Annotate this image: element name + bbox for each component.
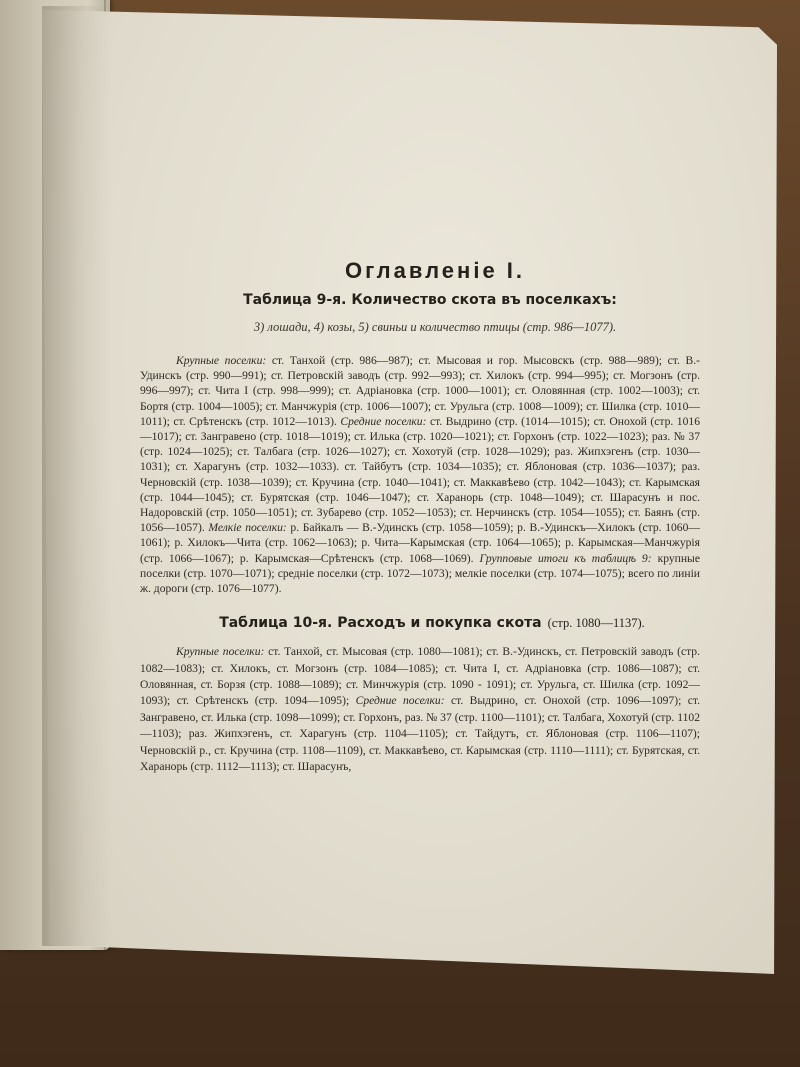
table9-text-small: р. Байкалъ — В.-Удинскъ (стр. 1058—1059); р. В.-Удинскъ—Хилокъ (стр. 1060—1061); р. Хилокъ—Чита (стр. 1062—1063); р. Чита—Карымская (стр. 1064—1065); р. Карымская—Манчжурія (стр. 1066—1067); р. Карымская—Срѣтенскъ (стр. 1068—1069). <box>140 521 700 565</box>
table9-label-small: Мелкіе поселки: <box>208 521 287 535</box>
table9-text-medium: ст. Выдрино (стр. (1014—1015); ст. Онохой (стр. 1016—1017); ст. Зангравено (стр. 1018—1019); ст. Илька (стр. 1020—1021); ст. Горхонъ (стр. 1022—1023); раз. № 37 (стр. 1024—1025); ст. Талбага (стр. 1026—1027); ст. Хохотуй (стр. 1028—1029); раз. Жипхэгенъ (стр. 1030—1031); ст. Харагунъ (стр. 1032—1033). ст. Тайбутъ (стр. 1034—1035); ст. Яблоновая (стр. 1036—1037); раз. Черновскій (стр. 1038—1039); ст. Кручина (стр. 1040—1041); ст. Маккавѣево (стр. 1042—1043); ст. Карымская (стр. 1044—1045); ст. Бурятская (стр. 1046—1047); ст. Харанорь (стр. 1048—1049); ст. Шарасунъ и пос. Надоровскій (стр. 1050—1051); ст. Зубарево (стр. 1052—1053); ст. Нерчинскъ (стр. 1054—1055); ст. Баянъ (стр. 1056—1057). <box>140 414 700 535</box>
page-heading: Оглавленіе I. <box>344 258 526 283</box>
table10-label-medium: Средние поселки: <box>355 694 445 708</box>
table-of-contents <box>140 258 700 776</box>
table9-subtitle: 3) лошади, 4) козы, 5) свиньи и количество птицы (стр. 986—1077). <box>253 320 617 334</box>
table9-text-large: ст. Танхой (стр. 986—987); ст. Мысовая и гор. Мысовскъ (стр. 988—989); ст. В.-Удинскъ (стр. 990—991); ст. Петровскій заводъ (стр. 992—993); ст. Хилокъ (стр. 994—995); ст. Могзонъ (стр. 996—997); ст. Чита I (стр. 998—999); ст. Адріановка (стр. 1000—1001); ст. Оловянная (стр. 1002—1003); ст. Бортя (стр. 1004—1005); ст. Манчжурія (стр. 1006—1007); ст. Урульга (стр. 1008—1009); ст. Шилка (стр. 1010—1011); ст. Срѣтенскъ (стр. 1012—1013). <box>140 354 700 428</box>
table9-label-totals: Групповые итоги къ таблицѣ 9: <box>479 551 652 565</box>
table10-pages: (стр. 1080—1137). <box>547 616 645 631</box>
table9-title: Таблица 9-я. Количество скота въ поселкахъ: <box>243 292 617 308</box>
table10-title: Таблица 10-я. Расходъ и покупка скота <box>219 615 542 632</box>
table10-heading <box>164 614 700 632</box>
table10-text-large: ст. Танхой, ст. Мысовая (стр. 1080—1081); ст. В.-Удинскъ, ст. Петровскій заводъ (стр. 1082—1083); ст. Хилокъ, ст. Могзонъ (стр. 1084—1085); ст. Чита I, ст. Адріановка (стр. 1086—1087); ст. Оловянная, ст. Борзя (стр. 1088—1089); ст. Минчжурія (стр. 1090 - 1091); ст. Урульга, ст. Шилка (стр. 1092—1093); ст. Срѣтенскъ (стр. 1094—1095); <box>140 645 700 708</box>
table9-label-medium: Средние поселки: <box>340 414 427 428</box>
table9-label-large: Крупные поселки: <box>176 354 267 367</box>
table10-label-large: Крупные поселки: <box>176 645 265 659</box>
table9-text-totals: крупные поселки (стр. 1070—1071); средніе поселки (стр. 1072—1073); мелкіе поселки (стр. 1074—1075); всего по линіи ж. дороги (стр. 1076—1077). <box>140 551 700 596</box>
table10-entries <box>140 644 700 775</box>
table10-text-medium: ст. Выдрино, ст. Онохой (стр. 1096—1097); ст. Зангравено, ст. Илька (стр. 1098—1099); ст. Горхонъ, раз. № 37 (стр. 1100—1101); ст. Талбага, Хохотуй (стр. 1102—1103); раз. Жипхэгенъ, ст. Харагунъ (стр. 1104—1105); ст. Тайдутъ, ст. Яблоновая (стр. 1106—1107); Черновскій р., ст. Кручина (стр. 1108—1109), ст. Маккавѣево, ст. Карымская (стр. 1110—1111); ст. Бурятская, ст. Харанорь (стр. 1112—1113); ст. Шарасунъ, <box>140 694 700 774</box>
table9-entries <box>140 353 700 596</box>
